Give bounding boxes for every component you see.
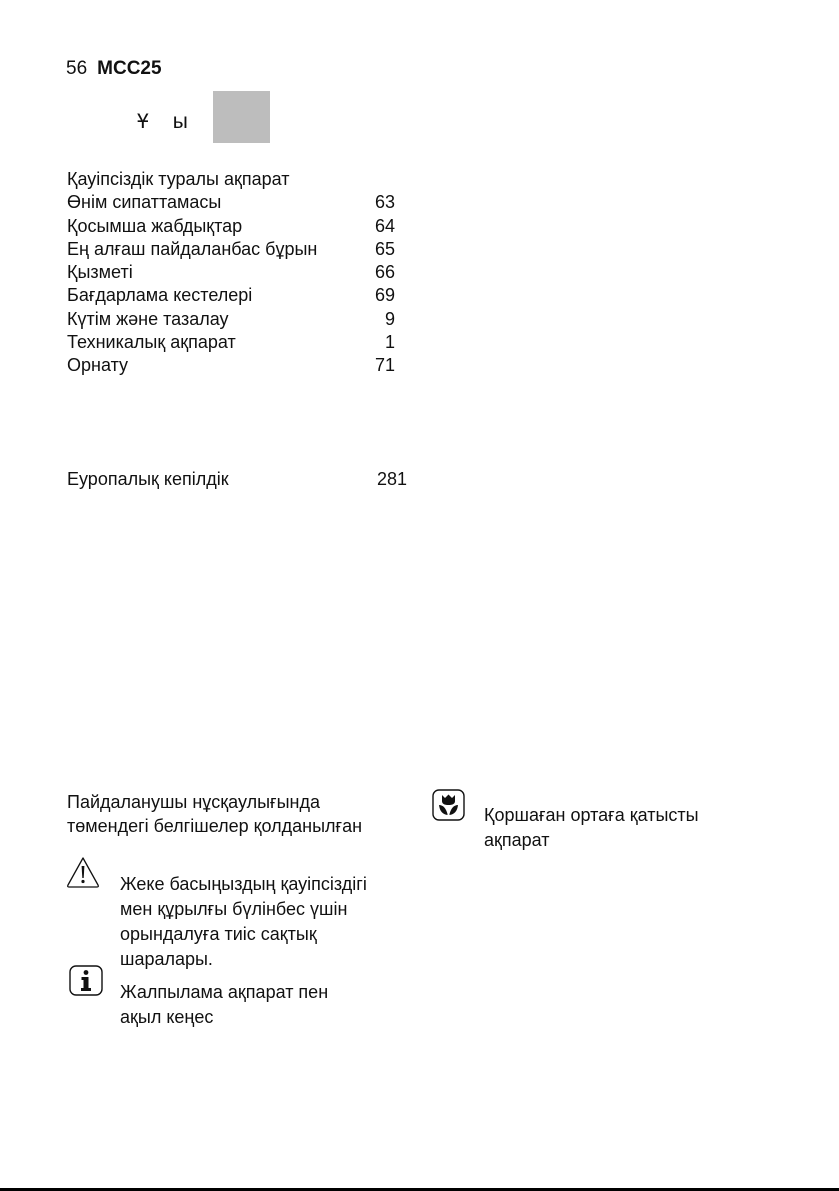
info-icon (69, 965, 103, 996)
language-marker-box (213, 91, 270, 143)
toc-label: Күтім және тазалау (67, 308, 229, 329)
toc-page: 65 (374, 238, 395, 259)
toc-item-warranty[interactable] (67, 468, 407, 491)
toc-label: Бағдарлама кестелері (67, 285, 253, 306)
toc-label: Қызметі (67, 262, 133, 283)
info-description (120, 980, 420, 1030)
legend-intro (67, 790, 407, 838)
toc-item[interactable] (67, 238, 407, 261)
warning-line: шаралары. (120, 949, 213, 969)
toc-page: 69 (374, 285, 395, 306)
toc-page: 1 (384, 332, 395, 353)
section-title-part1: Ұ (137, 110, 149, 133)
toc-item[interactable] (67, 331, 407, 354)
toc-page (355, 168, 407, 191)
warning-line: орындалуға тиіс сақтық (120, 924, 317, 944)
page-number: 56 (66, 58, 88, 79)
toc-label: Қосымша жабдықтар (67, 215, 243, 236)
toc-label: Техникалық ақпарат (67, 332, 236, 353)
environment-description (484, 803, 804, 853)
toc-item[interactable] (67, 261, 407, 284)
table-of-contents (67, 168, 407, 378)
toc-item[interactable] (67, 215, 407, 238)
warning-description (120, 872, 420, 972)
warning-triangle-icon (66, 856, 100, 888)
info-line: Жалпылама ақпарат пен (120, 982, 329, 1002)
toc-page: 63 (374, 192, 395, 213)
toc-page: 71 (374, 355, 395, 376)
toc-item[interactable] (67, 354, 407, 377)
warning-line: Жеке басыңыздың қауіпсіздігі (120, 874, 367, 894)
toc-label: Ең алғаш пайдаланбас бұрын (67, 238, 318, 259)
warning-line: мен құрылғы бүлінбес үшін (120, 899, 348, 919)
legend-intro-line: Пайдаланушы нұсқаулығында (67, 792, 320, 812)
toc-page: 9 (384, 308, 395, 329)
toc-page: 66 (374, 262, 395, 283)
toc-item[interactable] (67, 284, 407, 307)
toc-label: Қауіпсіздік туралы ақпарат (67, 169, 290, 189)
toc-label: Еуропалық кепілдік (67, 469, 229, 489)
environment-line: ақпарат (484, 830, 550, 850)
toc-page: 281 (376, 469, 407, 489)
toc-item[interactable] (67, 168, 407, 191)
info-line: ақыл кеңес (120, 1007, 214, 1027)
section-title (137, 110, 188, 134)
model-name: MCC25 (97, 58, 162, 79)
toc-label: Өнім сипаттамасы (67, 192, 222, 213)
environment-line: Қоршаған ортаға қатысты (484, 805, 699, 825)
toc-item[interactable] (67, 308, 407, 331)
toc-label: Орнату (67, 355, 129, 376)
page-header (66, 58, 162, 80)
toc-page: 64 (374, 215, 395, 236)
legend-intro-line: төмендегі белгішелер қолданылған (67, 816, 363, 836)
toc-item[interactable] (67, 191, 407, 214)
environment-flower-icon (432, 789, 465, 821)
section-title-part2: ы (172, 110, 188, 133)
